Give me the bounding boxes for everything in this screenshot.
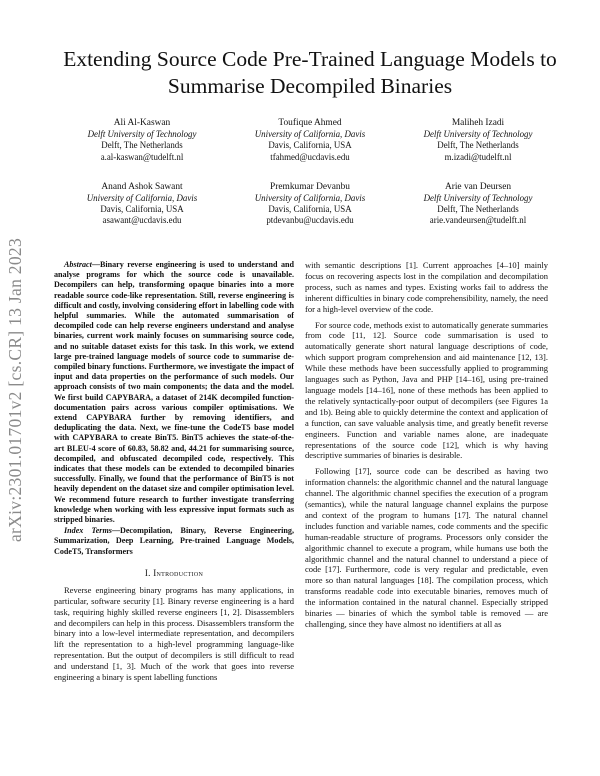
author-card — [226, 118, 394, 163]
author-email: ptdevanbu@ucdavis.edu — [266, 215, 354, 226]
abstract-label: Abstract — [64, 260, 92, 269]
body-paragraph: For source code, methods exist to automatically generate summaries from code [11, 12]. Source code summarisation is used to automatically generate short natural language descriptions of code, which support program comprehension and aid maintenance [12, 13]. While these methods have been successfully applied to programming languages such as Python, Java and PHP [14–16], using pre-trained language models [14–16], none of these methods has been applied to the relatively syntactically-poor output of decompilers (see Figures 1a and 1b). Being able to quickly determine the context and application of a function, can save valuable analysis time, and greatly benefit reverse engineers. Function and variable names alone, are inadequate representations of the source code [12], which is why having descriptive summaries of binaries is desirable. — [305, 319, 548, 461]
abstract-text: —Binary reverse engineering is used to understand and analyse programs for which the source code is unavailable. Decompilers can help, transforming opaque binaries into a more readable source code-like representation. Still, reverse engineering is difficult and costly, involving considering effort in labelling code with helpful summaries. While the automated summarisation of decompiled code can help reverse engineers understand and analyse binaries, current work mainly focuses on summarising source code, and no suitable dataset exists for this task. In this work, we extend large pre-trained language models of source code to summarise de-compiled binary functions. Furthermore, we investigate the impact of input and data properties on the performance of such models. Our approach consists of two main components; the data and the model. We first build CAPYBARA, a dataset of 214K decompiled function-documentation pairs across various compiler optimisations. We extend CAPYBARA further by removing identifiers, and deduplicating the data. Next, we fine-tune the CodeT5 base model with CAPYBARA to create BinT5. BinT5 achieves the state-of-the-art BLEU-4 score of 60.83, 58.82 and, 44.21 for summarising source, decompiled, and obfuscated decompiled code, respectively. This indicates that these models can be extended to decompiled binaries successfully. Finally, we found that the performance of BinT5 is not heavily dependent on the dataset size and compiler optimisation level. We recommend future research to further investigate transferring knowledge when working with less expressive input formats such as stripped binaries. — [54, 260, 294, 525]
author-location: Delft, The Netherlands — [101, 140, 183, 151]
author-name: Premkumar Devanbu — [270, 181, 350, 192]
author-affiliation: Delft University of Technology — [87, 129, 197, 140]
author-card — [58, 118, 226, 163]
index-terms — [54, 526, 294, 557]
author-name: Ali Al-Kaswan — [113, 118, 171, 128]
author-email: asawant@ucdavis.edu — [102, 215, 182, 226]
author-affiliation: University of California, Davis — [86, 193, 198, 204]
arxiv-stamp-text: arXiv:2301.01701v2 [cs.CR] 13 Jan 2023 — [4, 237, 25, 542]
author-location: Delft, The Netherlands — [437, 140, 519, 151]
author-affiliation: University of California, Davis — [254, 193, 366, 204]
author-row — [58, 118, 562, 163]
author-card — [394, 182, 562, 227]
body-paragraph: Following [17], source code can be described as having two information channels: the algorithmic channel and the natural language channel. The algorithmic channel specifies the execution of a program (semantics), while the natural language channel explains the purpose and context of the program to humans [17]. The natural channel includes function and variable names, code comments and the specific human-readable structure of programs. Processors only consider the algorithmic channel to execute a program, while humans use both the algorithmic channel and the natural channel to understand a piece of code [17]. Furthermore, code is very regular and predictable, even more so than natural languages [18]. The compilation process, which transforms readable code into executable binaries, removes much of the information contained in the natural channel. Especially stripped binaries — binaries of which the symbol table is removed — are challenging, since they have almost no identifiers at all as — [305, 466, 548, 629]
author-block — [58, 118, 562, 246]
author-affiliation: University of California, Davis — [254, 129, 366, 140]
author-location: Delft, The Netherlands — [437, 204, 519, 215]
author-email: arie.vandeursen@tudelft.nl — [429, 215, 527, 226]
author-name: Toufique Ahmed — [278, 118, 342, 128]
author-name: Anand Ashok Sawant — [101, 181, 183, 192]
author-card — [226, 182, 394, 227]
author-location: Davis, California, USA — [268, 140, 352, 151]
intro-paragraph: Reverse engineering binary programs has many applications, in particular, software security [1]. Binary reverse engineering is a hard task, requiring highly skilled reverse engineers [1, 2]. Disassemblers and decompilers can help in this process. Disassemblers transform the binary into a low-level intermediate representation, and decompilers lift the representation to a high-level programming language-like representation. But the output of decompilers is still difficult to read and understand [1, 3]. Much of the work that goes into reverse engineering a binary is spent labelling functions — [54, 584, 294, 683]
index-terms-label: Index Terms — [64, 526, 112, 536]
author-name: Maliheh Izadi — [451, 118, 505, 128]
author-location: Davis, California, USA — [100, 204, 184, 215]
abstract — [54, 260, 294, 525]
left-column — [54, 260, 294, 683]
author-email: a.al-kaswan@tudelft.nl — [100, 151, 184, 162]
author-email: tfahmed@ucdavis.edu — [270, 151, 350, 162]
index-terms-text: —Decompilation, Binary, Reverse Engineering, Summarization, Deep Learning, Pre-trained Language Models, CodeT5, Transformers — [54, 526, 295, 556]
author-affiliation: Delft University of Technology — [423, 129, 533, 140]
body-paragraph: with semantic descriptions [1]. Current approaches [4–10] mainly focus on recovering aspects lost in the compilation and decompilation process, such as names and types. Existing works fail to address the inherent difficulties in binary code comprehensibility, namely, the need for a high-level overview of the code. — [305, 260, 548, 314]
author-location: Davis, California, USA — [268, 204, 352, 215]
author-row — [58, 182, 562, 227]
arxiv-stamp — [2, 200, 28, 580]
paper-title: Extending Source Code Pre-Trained Language Models to Summarise Decompiled Binaries — [63, 47, 557, 98]
author-card — [58, 182, 226, 227]
right-column — [305, 260, 548, 630]
author-card — [394, 118, 562, 163]
author-name: Arie van Deursen — [444, 181, 512, 192]
author-affiliation: Delft University of Technology — [423, 193, 533, 204]
author-email: m.izadi@tudelft.nl — [444, 151, 512, 162]
section-heading: I. Introduction — [144, 567, 204, 578]
